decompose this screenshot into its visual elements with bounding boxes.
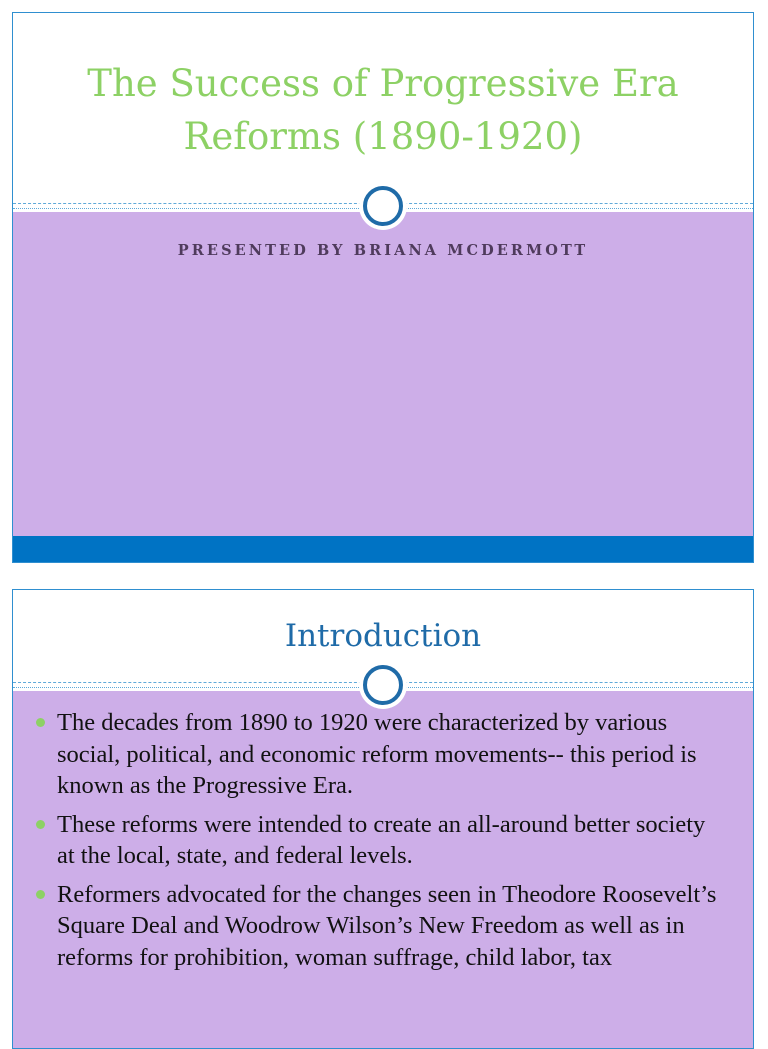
bullet-list xyxy=(13,691,753,973)
list-item xyxy=(57,707,723,802)
bullet-text: The decades from 1890 to 1920 were characterized by various social, political, and economic reform movements-- this period is known as the Progressive Era. xyxy=(57,709,697,799)
subtitle-area xyxy=(13,212,753,536)
presenter-subtitle: PRESENTED BY BRIANA MCDERMOTT xyxy=(177,242,589,259)
list-item xyxy=(57,809,723,872)
content-area xyxy=(13,691,753,1048)
title-area xyxy=(13,13,753,206)
ring-icon xyxy=(363,186,403,226)
bullet-dot-icon xyxy=(36,890,45,899)
title-slide xyxy=(12,12,754,563)
list-item xyxy=(57,879,723,974)
introduction-slide xyxy=(12,589,754,1049)
ring-icon xyxy=(363,665,403,705)
slide-title: The Success of Progressive Era Reforms (1890-1920) xyxy=(87,61,679,158)
bullet-text: Reformers advocated for the changes seen in Theodore Roosevelt’s Square Deal and Woodrow Wilson’s New Freedom as well as in reforms for prohibition, woman suffrage, child labor, tax xyxy=(57,880,717,971)
bullet-dot-icon xyxy=(36,820,45,829)
slide-title: Introduction xyxy=(284,617,482,654)
bullet-text: These reforms were intended to create an all-around better society at the local, state, and federal levels. xyxy=(57,810,706,869)
bullet-dot-icon xyxy=(36,718,45,727)
footer-bar xyxy=(13,536,753,562)
